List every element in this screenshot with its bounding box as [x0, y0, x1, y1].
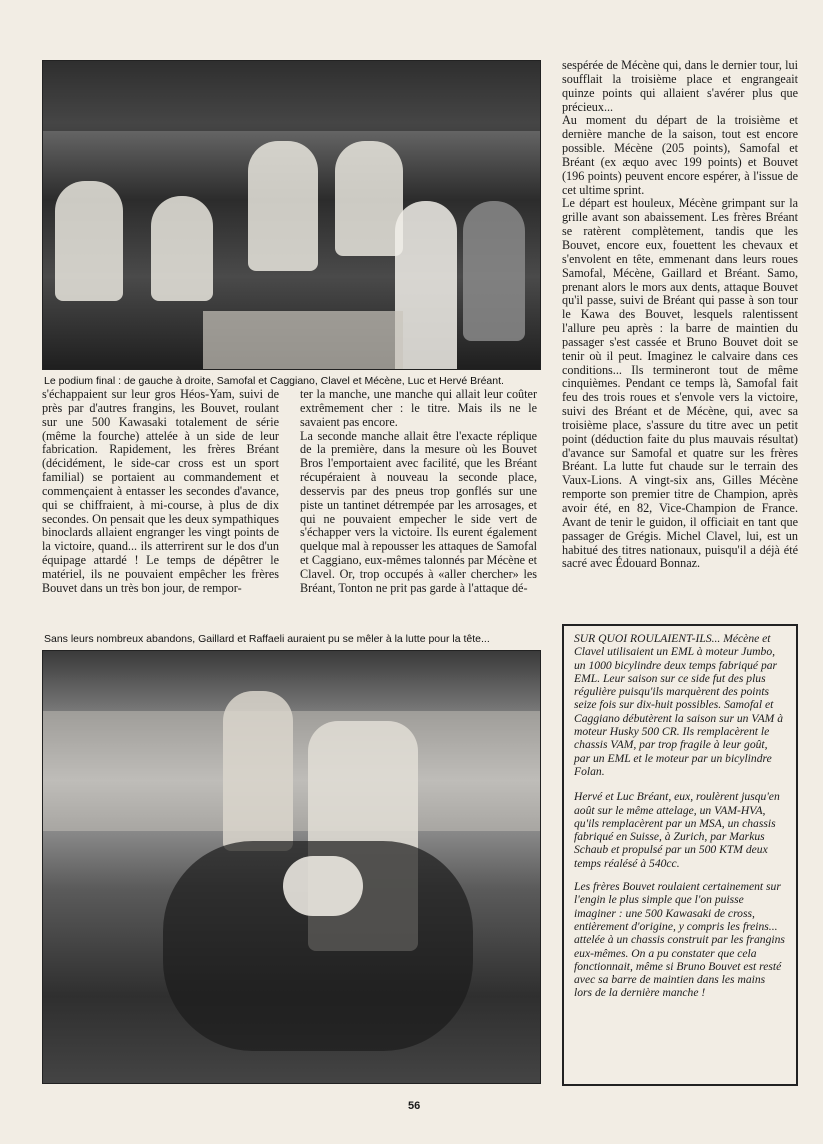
- article-column-3: [562, 59, 798, 571]
- sidebar-paragraph-2: Hervé et Luc Bréant, eux, roulèrent jusqu'en août sur le même attelage, un VAM-HVA, qu'ils remplacèrent par un MSA, un chassis fabriqué en Suisse, à Zurich, par Markus Schaub et propulsé par un 500 KTM deux temps réalésé à 540cc.: [574, 790, 780, 870]
- article-paragraph: La seconde manche allait être l'exacte réplique de la première, dans la mesure où les Bouvet Bros l'emportaient avec facilité, que les Bréant récupéraient à nouveau la seconde place, desservis par des pneus trop gonflés sur une piste un tantinet détrempée par les arrosages, et qui ne pouvaient empecher le side vert de s'échapper vers la victoire. Ils eurent également quelque mal à repousser les attaques de Samofal et Caggiano, eux-mêmes talonnés par Mécène et Clavel. Or, trop occupés à «aller chercher» les Bréant, Tonton ne prit pas garde à l'attaque dé-: [300, 428, 537, 595]
- sidebar-title: SUR QUOI ROULAIENT-ILS...: [574, 632, 721, 645]
- article-paragraph: sespérée de Mécène qui, dans le dernier tour, lui soufflait la troisième place et engrangeait quinze points qui allaient s'avérer plus que précieux...: [562, 58, 798, 114]
- page-number: 56: [408, 1100, 421, 1112]
- article-column-2: [300, 388, 537, 596]
- sidebar-box: [562, 624, 798, 1086]
- sidebar-paragraph-3: Les frères Bouvet roulaient certainement sur l'engin le plus simple que l'on puisse imaginer : une 500 Kawasaki de cross, entièrement d'origine, y compris les freins... attelée à un chassis construit par les frangins eux-mêmes. On a pu constater que cela fonctionnait, même si Bruno Bouvet est resté avec sa barre de maintien dans les mains lors de la dernière manche !: [574, 880, 785, 1000]
- sidebar-title-paragraph: [574, 632, 786, 778]
- caption-podium: Le podium final : de gauche à droite, Samofal et Caggiano, Clavel et Mécène, Luc et Hervé Bréant.: [44, 375, 504, 387]
- article-paragraph: s'échappaient sur leur gros Héos-Yam, suivi de près par d'autres frangins, les Bouvet, roulant sur une 500 Kawasaki totalement de série (même la fourche) attelée à un side de leur fabrication. Rapidement, les frères Bréant (décidément, le side-car cross est un sport familial) se portaient au commandement et commençaient à entasser les secondes d'avance, qui se chiffraient, à mi-course, à plus de dix secondes. On pensait que les deux sympathiques binoclards allaient engranger les vingt points de la victoire, quand... ils atterrirent sur le dos d'un équipage attardé ! Le temps de dépêtrer le matériel, ils ne pouvaient empêcher les frères Bouvet dans un très bon jour, de rempor-: [42, 387, 279, 595]
- sidecar-photo: [42, 650, 541, 1084]
- article-column-1: [42, 388, 279, 596]
- podium-photo: [42, 60, 541, 370]
- article-paragraph: ter la manche, une manche qui allait leur coûter extrêmement cher : le titre. Mais ils ne le savaient pas encore.: [300, 387, 537, 429]
- caption-sidecar: Sans leurs nombreux abandons, Gaillard et Raffaeli auraient pu se mêler à la lutte pour la tête...: [44, 633, 490, 645]
- article-paragraph: Le départ est houleux, Mécène grimpant sur la grille avant son abaissement. Les frères Bréant se ratèrent complètement, tandis que les Bouvet, encore eux, fouettent les chevaux et s'envolent en tête, emmenant dans leurs roues Samofal, Mécène, Gaillard et Bréant. Samo, prenant alors le mors aux dents, attaque Bouvet qu'il passe, suivi de Bréant qui passe à son tour le Kawa des Bouvet, lesquels ralentissent l'allure peu après : la barre de maintien du passager s'est cassée et Bruno Bouvet doit se tenir où il peut. Imaginez le calvaire dans ces conditions... Ils termineront tout de même cinquièmes. Pendant ce temps là, Samofal fait feu des trois roues et s'envole vers la victoire, suivi des Bréant et de Mécène, qui, avec sa troisième place, s'assure du titre avec un petit point (déduction faite du plus mauvais résultat) d'avance sur Samofal et quatre sur les frères Bréant. La lutte fut chaude sur le terrain des Vaux-Lions. A vingt-six ans, Gilles Mécène remporte son premier titre de Champion, après avoir été, en 82, Vice-Champion de France. Avant de tenir le guidon, il officiait en tant que passager de Grégis. Michel Clavel, lui, est un habitué des titres nationaux, puisqu'il a déjà été sacré avec Édouard Bonnaz.: [562, 196, 798, 571]
- sidebar-paragraph-1: Mécène et Clavel utilisaient un EML à moteur Jumbo, un 1000 bicylindre deux temps fabriqué par EML. Leur saison sur ce side fut des plus régulière puisqu'ils marquèrent des points seize fois sur dix-huit possibles. Samofal et Caggiano débutèrent la saison sur un VAM à moteur Husky 500 CR. Ils remplacèrent le chassis VAM, par trop fragile à leur goût, par un EML et le moteur par un bicylindre Folan.: [574, 632, 783, 778]
- article-paragraph: Au moment du départ de la troisième et dernière manche de la saison, tout est encore possible. Mécène (205 points), Samofal et Bréant (ex æquo avec 199 points) et Bouvet (196 points) peuvent encore espérer, à l'issue de cet ultime sprint.: [562, 113, 798, 197]
